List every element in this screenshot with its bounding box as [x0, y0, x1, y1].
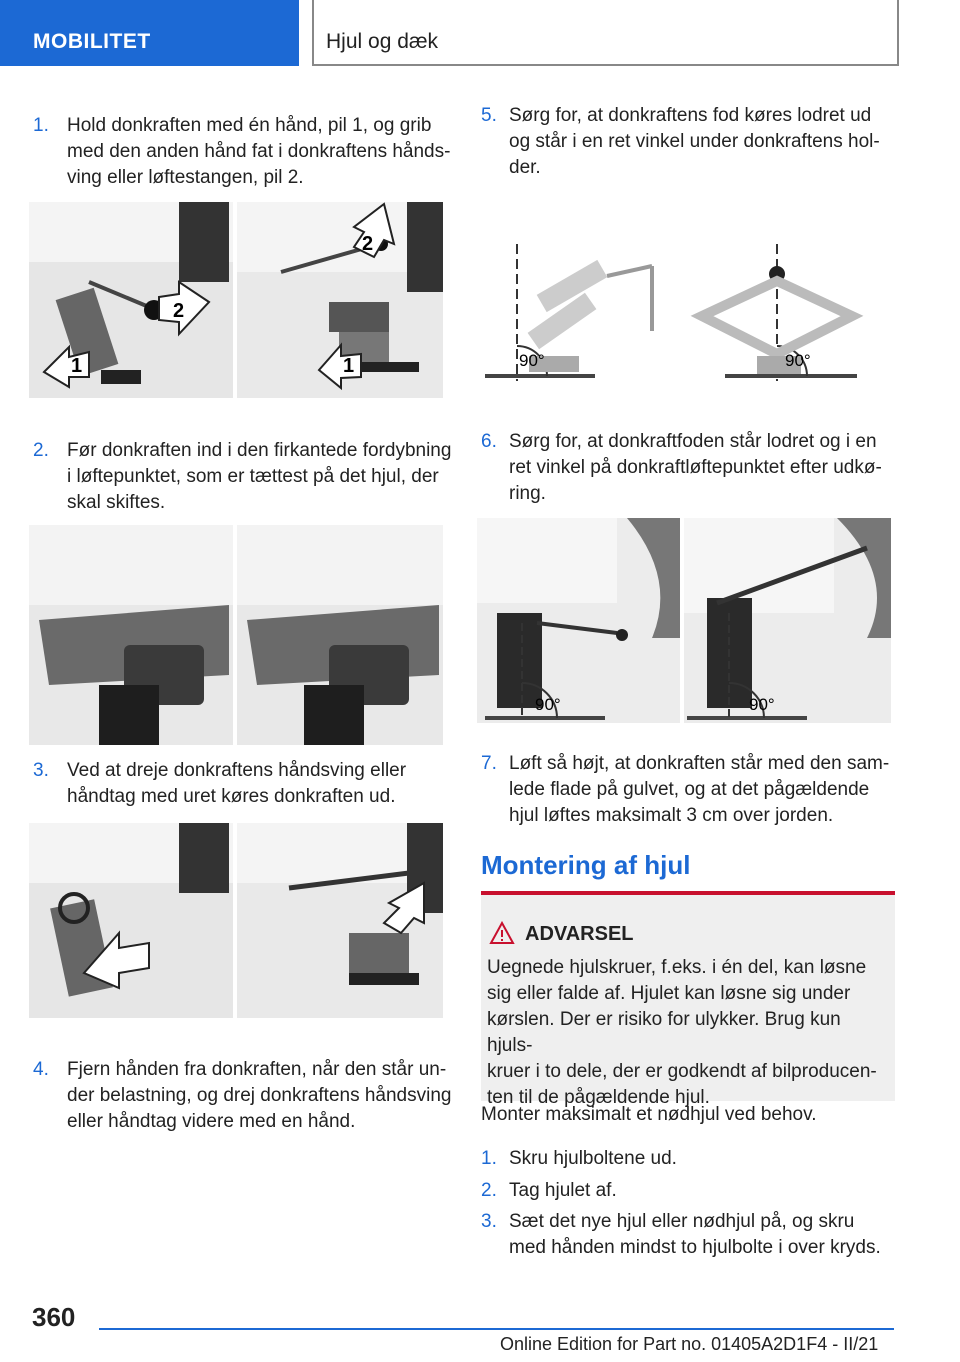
step-line: ving eller løftestangen, pil 2.	[67, 167, 304, 188]
paragraph: Monter maksimalt et nødhjul ved behov.	[481, 1104, 817, 1125]
angle-label: 90°	[535, 695, 561, 714]
figure-jack-angle	[477, 236, 895, 386]
step-line: ring.	[509, 483, 546, 504]
page-number: 360	[32, 1302, 76, 1332]
step-line: der.	[509, 157, 541, 178]
step-line: med den anden hånd fat i donkraftens hånds-	[67, 141, 451, 162]
figure-jack-lift-point	[29, 525, 443, 745]
step-line: og står i en ret vinkel under donkraftens hol-	[509, 131, 880, 152]
warning-line: kruer i to dele, der er godkendt af bilproducen-	[487, 1061, 877, 1082]
step-number: 6.	[481, 431, 497, 452]
step-line: med hånden mindst to hjulbolte i over kryds.	[509, 1237, 881, 1258]
step-line: Ved at dreje donkraftens håndsving eller	[67, 760, 407, 781]
step-line: der belastning, og drej donkraftens håndsving	[67, 1085, 452, 1106]
step-line: Før donkraften ind i den firkantede fordybning	[67, 440, 452, 461]
step-line: Sørg for, at donkraftens fod køres lodret ud	[509, 105, 872, 126]
figure-jack-foot-angle	[477, 518, 891, 723]
step-number: 2.	[481, 1180, 497, 1201]
warning-line: sig eller falde af. Hjulet kan løsne sig under	[487, 983, 851, 1004]
step-line: Fjern hånden fra donkraften, når den står un-	[67, 1059, 447, 1080]
warning-line: ten til de pågældende hjul.	[487, 1087, 710, 1108]
step-number: 4.	[33, 1059, 49, 1080]
step-line: Løft så højt, at donkraften står med den sam-	[509, 753, 890, 774]
step-number: 1.	[481, 1148, 497, 1169]
step-number: 5.	[481, 105, 497, 126]
step-line: Skru hjulboltene ud.	[509, 1148, 677, 1169]
step-line: eller håndtag videre med en hånd.	[67, 1111, 356, 1132]
step-line: håndtag med uret køres donkraften ud.	[67, 786, 396, 807]
step-number: 7.	[481, 753, 497, 774]
chapter-label: Hjul og dæk	[326, 30, 439, 53]
footer-rule	[99, 1328, 894, 1330]
warning-line: kørslen. Der er risiko for ulykker. Brug kun hjuls-	[487, 1009, 841, 1056]
step-line: hjul løftes maksimalt 3 cm over jorden.	[509, 805, 834, 826]
angle-label: 90°	[785, 351, 811, 370]
step-number: 2.	[33, 440, 49, 461]
step-line: lede flade på gulvet, og at det pågældende	[509, 779, 870, 800]
chapter-header	[312, 0, 899, 66]
arrow-label: 2	[173, 300, 185, 322]
footer-text: Online Edition for Part no. 01405A2D1F4 - II/21	[500, 1334, 879, 1354]
step-number: 3.	[481, 1211, 497, 1232]
angle-label: 90°	[749, 695, 775, 714]
step-line: Tag hjulet af.	[509, 1180, 617, 1201]
step-line: i løftepunktet, som er tættest på det hjul, der	[67, 466, 439, 487]
figure-jack-crank	[29, 823, 443, 1018]
figure-jack-hold	[29, 202, 443, 398]
arrow-label: 2	[362, 233, 374, 255]
step-number: 1.	[33, 115, 49, 136]
warning-title: ADVARSEL	[525, 923, 634, 945]
step-line: skal skiftes.	[67, 492, 166, 513]
step-line: ret vinkel på donkraftløftepunktet efter udkø-	[509, 457, 882, 478]
arrow-label: 1	[71, 355, 83, 377]
warning-body	[487, 955, 891, 1111]
arrow-label: 1	[343, 355, 355, 377]
warning-box	[481, 891, 895, 1108]
angle-label: 90°	[519, 351, 545, 370]
warning-triangle-icon	[489, 921, 515, 950]
step-line: Hold donkraften med én hånd, pil 1, og grib	[67, 115, 432, 136]
warning-line: Uegnede hjulskruer, f.eks. i én del, kan løsne	[487, 957, 867, 978]
section-label: MOBILITET	[33, 30, 151, 53]
step-line: Sæt det nye hjul eller nødhjul på, og skru	[509, 1211, 855, 1232]
step-number: 3.	[33, 760, 49, 781]
step-line: Sørg for, at donkraftfoden står lodret og i en	[509, 431, 877, 452]
section-title: Montering af hjul	[481, 850, 691, 880]
section-tab	[0, 0, 299, 66]
